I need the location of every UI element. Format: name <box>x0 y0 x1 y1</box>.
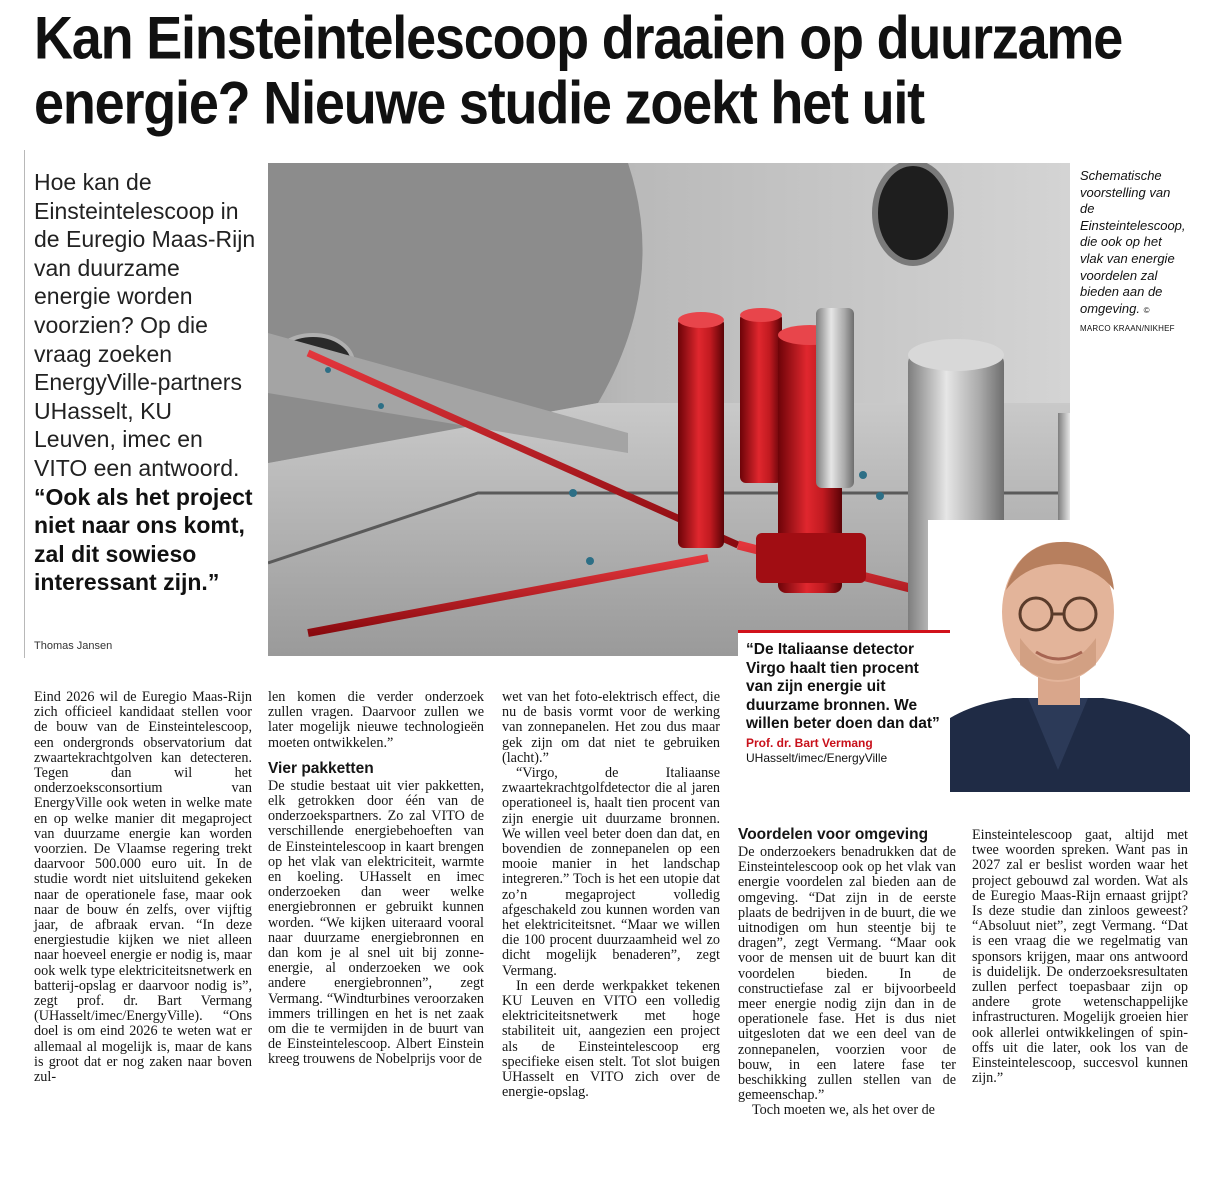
body-column-1 <box>34 690 252 1085</box>
body-column-5 <box>972 828 1188 1086</box>
pull-quote-affiliation: UHasselt/imec/EnergyVille <box>746 750 888 765</box>
intro-lede <box>34 168 256 597</box>
headline: Kan Einsteintelescoop draaien op duurzame energie? Nieuwe studie zoekt het uit <box>34 4 1123 138</box>
body-paragraph: In een derde werkpakket tekenen KU Leuven en VITO een volledig elektriciteitsnetwerk met hoge stabiliteit uit, aangezien een project als de Einsteintelescoop erg specifieke eisen stelt. Tot slot buigen UHasselt en VITO zich over de energie-opslag. <box>502 977 720 1101</box>
pull-quote-name: Prof. dr. Bart Vermang <box>746 735 873 750</box>
portrait-illustration <box>928 520 1190 792</box>
portrait-photo <box>928 520 1190 792</box>
caption-credit: © MARCO KRAAN/NIKHEF <box>1080 305 1175 334</box>
body-paragraph: “Virgo, de Italiaanse zwaartekrachtgolfdetector die al jaren operationeel is, haalt tien procent van zijn energie uit duurzame bronnen. We willen veel beter doen dan dat, en bovendien de zonnepanelen op een mooie manier in het landschap integreren.” Toch is het een utopie dat zo’n megaproject volledig afgeschakeld zou kunnen worden van het elektriciteitsnet. “Maar we willen die 100 procent duurzaamheid wel zo dicht mogelijk benaderen”, zegt Vermang. <box>502 765 720 979</box>
body-column-4 <box>738 810 956 1119</box>
photo-caption <box>1080 168 1186 338</box>
byline: Thomas Jansen <box>34 640 113 652</box>
body-column-2 <box>268 690 484 1068</box>
body-paragraph: Eind 2026 wil de Euregio Maas-Rijn zich officieel kandidaat stellen voor de bouw van de Einsteintelescoop, een ondergronds observatorium dat zwaartekrachtgolven kan detecteren. Tegen dan wil het onderzoeksconsortium van EnergyVille ook weten in welke mate en op welke manier dit megaproject van duurzame energie kan worden voorzien. De Vlaamse regering trekt daarvoor 500.000 euro uit. In de studie wordt niet uitsluitend gekeken naar de operationele fase, maar ook naar de bouw én zelfs, over vijftig jaar, de afbraak ervan. “In deze energiestudie kijken we niet alleen naar hoeveel energie er nodig is, maar ook welk type elektriciteitsnetwerk en batterij-opslag er daarvoor nodig is”, zegt prof. dr. Bart Vermang (UHasselt/imec/EnergyVille). “Ons doel is om eind 2026 te weten wat er allemaal al mogelijk is, maar de kans is groot dat er nog zaken naar boven zul- <box>34 689 252 1086</box>
pull-quote-text: “De Italiaanse detector Virgo haalt tien procent van zijn energie uit duurzame bronnen. We willen beter doen dan dat” <box>746 641 940 732</box>
body-paragraph: Einsteintelescoop gaat, altijd met twee woorden spreken. Want pas in 2027 zal er beslist worden waar het project gebouwd zal worden. Wat als de Euregio Maas-Rijn ernaast grijpt? Is deze studie dan zinloos geweest? “Absoluut niet”, zegt Vermang. “Dat is een vraag die we regelmatig van sponsors krijgen, maar ons antwoord is duidelijk. De onderzoeksresultaten zullen perfect toepasbaar zijn op andere grote wetenschappelijke infrastructuren. Mogelijk groeien hier ook allerlei ontwikkelingen of spin-offs uit die later, ook los van de Einsteintelescoop, succesvol kunnen zijn.” <box>972 827 1188 1087</box>
section-heading-vier-pakketten: Vier pakketten <box>268 759 374 777</box>
caption-text: Schematische voorstelling van de Einsteintelescoop, die ook op het vlak van energie voordelen zal bieden aan de omgeving. <box>1080 168 1186 316</box>
body-paragraph: De studie bestaat uit vier pakketten, elk getrokken door één van de onderzoekspartners. Zo zal VITO de verschillende energiebehoeften van de Einsteintelescoop in kaart brengen op het vlak van elektriciteit, warmte en koeling. UHasselt en imec onderzoeken dan weer welke energiebronnen er gebruikt kunnen worden. “We kijken uiteraard vooral naar duurzame energiebronnen en dan kom je al snel uit bij zonne-energie, al onderzoeken we ook andere energiebronnen”, zegt Vermang. “Windturbines veroorzaken immers trillingen en het is net zaak om die te vermijden in de buurt van de Einsteintelescoop. Albert Einstein kreeg trouwens de Nobelprijs voor de <box>268 777 484 1068</box>
intro-text: Hoe kan de Einsteintelescoop in de Euregio Maas-Rijn van duurzame energie worden voorzien? Op die vraag zoeken EnergyVille-partners UHasselt, KU Leuven, imec en VITO een antwoord. <box>34 169 256 481</box>
body-paragraph: wet van het foto-elektrisch effect, die nu de basis vormt voor de werking van zonnepanelen. Het zou dus maar gek zijn om dat niet te gebruiken (lacht).” <box>502 689 720 766</box>
column-rule <box>24 150 25 658</box>
body-column-3 <box>502 690 720 1100</box>
pull-quote <box>738 630 950 795</box>
body-paragraph: De onderzoekers benadrukken dat de Einsteintelescoop ook op het vlak van energie voordelen zal bieden aan de omgeving. “Dat zijn in de eerste plaats de bedrijven in de buurt, die we uitnodigen om hun steentje bij te dragen”, zegt Vermang. “Maar ook voor de mensen uit de buurt kan dit voordelen bieden. In de constructiefase zal er bijvoorbeeld meer energie nodig zijn dan in de operationele fase. Het is dus niet uitgesloten dat we een deel van de zonnepanelen, voorzien voor de bouw, in een latere fase ter beschikking zullen stellen van de gemeenschap.” <box>738 844 956 1104</box>
body-paragraph: Toch moeten we, als het over de <box>752 1102 935 1119</box>
intro-quote: “Ook als het project niet naar ons komt, zal dit sowieso interessant zijn.” <box>34 483 253 596</box>
body-paragraph: len komen die verder onderzoek zullen vragen. Daarvoor zullen we later mogelijk nieuwe technologieën moeten ontwikkelen.” <box>268 689 484 751</box>
section-heading-voordelen: Voordelen voor omgeving <box>738 826 929 843</box>
